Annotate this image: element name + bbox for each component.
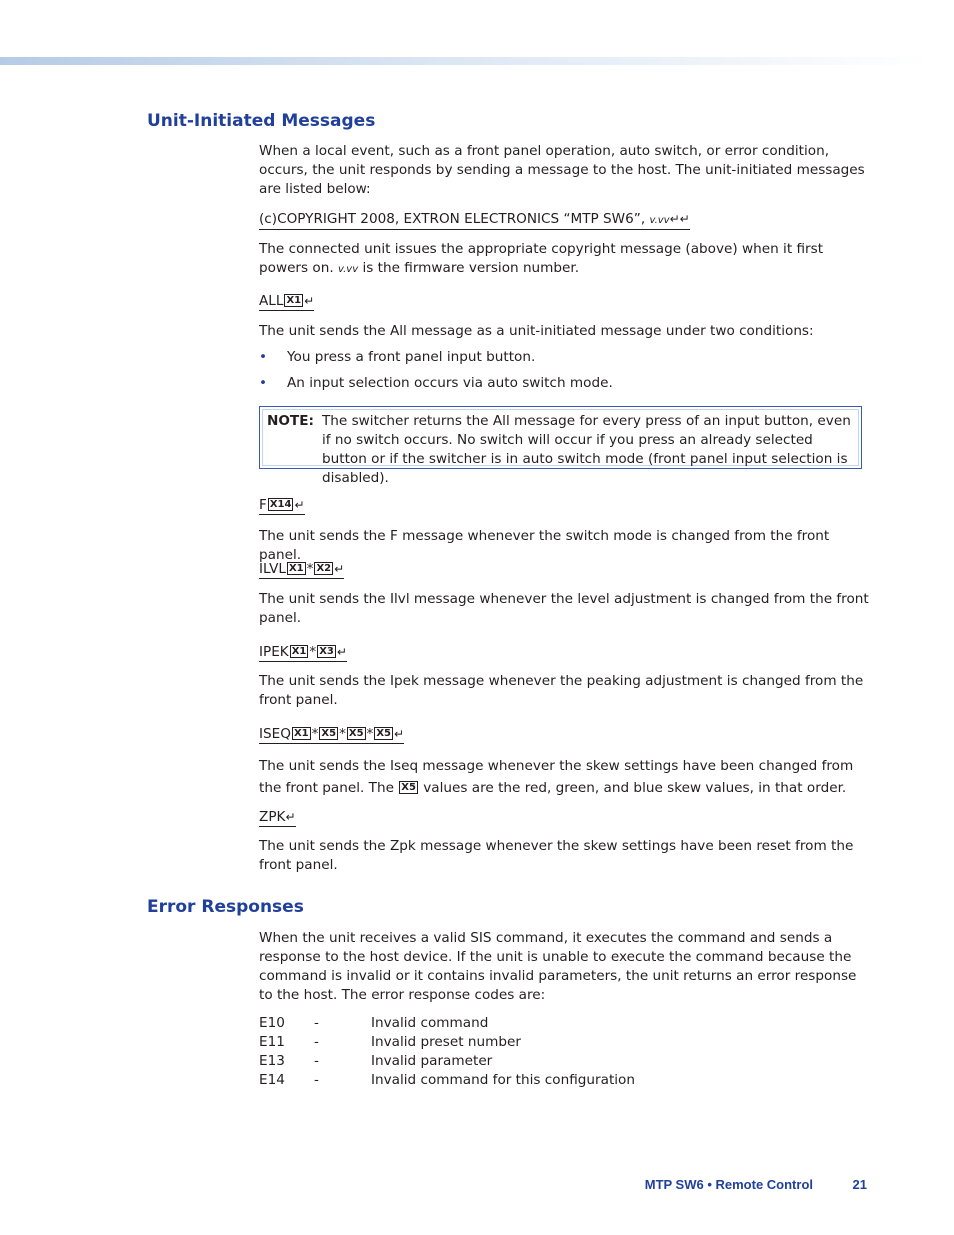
separator-star: * bbox=[339, 726, 346, 742]
heading-unit-initiated-messages: Unit-Initiated Messages bbox=[147, 111, 376, 131]
page-number: 21 bbox=[852, 1177, 867, 1192]
note-label: NOTE: bbox=[267, 413, 314, 429]
ilvl-description bbox=[259, 590, 869, 628]
zpk-command-text: ZPK bbox=[259, 809, 286, 825]
footer-title: MTP SW6 • Remote Control bbox=[644, 1177, 813, 1192]
intro-text: When a local event, such as a front panel operation, auto switch, or error condition, occurs, the unit responds by sending a message to the host. The unit-initiated messages are listed below: bbox=[259, 143, 865, 197]
copyright-command-line bbox=[259, 211, 690, 230]
zpk-description bbox=[259, 837, 869, 875]
error-intro bbox=[259, 929, 869, 1005]
return-icon: ↵ bbox=[294, 498, 305, 512]
variable-box-x2: X2 bbox=[316, 563, 332, 574]
table-row: E13 - Invalid parameter bbox=[259, 1053, 493, 1069]
return-icon: ↵ bbox=[304, 294, 315, 308]
all-bullets bbox=[259, 348, 869, 393]
table-row: E10 - Invalid command bbox=[259, 1015, 489, 1031]
variable-box-x1: X1 bbox=[291, 646, 307, 657]
all-description bbox=[259, 322, 869, 341]
error-intro-text: When the unit receives a valid SIS command, it executes the command and sends a response to the host device. If the unit is unable to execute the command because the command is invalid or it contains invalid parameters, the unit returns an error response to the host. The error response codes are: bbox=[259, 930, 857, 1003]
variable-box-x5: X5 bbox=[348, 728, 364, 739]
ilvl-command-text: ILVL bbox=[259, 561, 286, 577]
iseq-description bbox=[259, 755, 869, 799]
list-item: • You press a front panel input button. bbox=[259, 349, 536, 365]
ipek-description bbox=[259, 672, 869, 710]
heading-error-responses: Error Responses bbox=[147, 897, 304, 917]
variable-box-x5: X5 bbox=[376, 728, 392, 739]
separator-star: * bbox=[366, 726, 374, 742]
variable-box-x5: X5 bbox=[321, 728, 337, 739]
ipek-command-text: IPEK bbox=[259, 644, 289, 660]
copyright-description bbox=[259, 240, 869, 279]
ilvl-desc-text: The unit sends the Ilvl message whenever the level adjustment is changed from the front panel. bbox=[259, 591, 869, 626]
version-variable: v.vv bbox=[649, 215, 670, 226]
copyright-desc-text-end: is the firmware version number. bbox=[358, 260, 580, 276]
variable-box-x5: X5 bbox=[401, 782, 416, 793]
note-box bbox=[259, 406, 862, 486]
zpk-command bbox=[259, 808, 869, 827]
iseq-desc-text: The unit sends the Iseq message whenever the skew settings have been changed from the front panel. The bbox=[259, 758, 854, 796]
bullet-list bbox=[259, 348, 869, 393]
copyright-command bbox=[259, 210, 869, 230]
copyright-command-text: (c)COPYRIGHT 2008, EXTRON ELECTRONICS “MTP SW6”, bbox=[259, 211, 650, 227]
separator-star: * bbox=[306, 561, 314, 577]
table-row: E11 - Invalid preset number bbox=[259, 1034, 521, 1050]
f-command-text: F bbox=[259, 497, 267, 513]
version-variable: v.vv bbox=[338, 264, 359, 275]
return-icon: ↵ bbox=[394, 727, 405, 741]
variable-box-x1: X1 bbox=[288, 563, 304, 574]
page-footer bbox=[560, 1175, 869, 1193]
iseq-command-text: ISEQ bbox=[259, 726, 291, 742]
zpk-desc-text: The unit sends the Zpk message whenever the skew settings have been reset from the front panel. bbox=[259, 838, 854, 873]
separator-star: * bbox=[311, 726, 319, 742]
ipek-command bbox=[259, 643, 869, 662]
ilvl-command bbox=[259, 560, 869, 579]
return-icon: ↵ bbox=[334, 562, 345, 576]
variable-box-x1: X1 bbox=[286, 295, 302, 306]
bullet-icon: • bbox=[259, 375, 268, 391]
return-icon: ↵ bbox=[679, 212, 690, 226]
variable-box-x14: X14 bbox=[269, 499, 292, 510]
all-desc-text: The unit sends the All message as a unit-initiated message under two conditions: bbox=[259, 323, 814, 339]
return-icon: ↵ bbox=[285, 810, 296, 824]
header-gradient-bar bbox=[0, 57, 930, 65]
iseq-desc-text-end: values are the red, green, and blue skew values, in that order. bbox=[418, 780, 847, 796]
note-text: The switcher returns the All message for every press of an input button, even if no switch occurs. No switch will occur if you press an already selected button or if the switcher is in auto switch mode (front panel input selection is disabled). bbox=[322, 413, 851, 486]
ipek-desc-text: The unit sends the Ipek message whenever the peaking adjustment is changed from the front panel. bbox=[259, 673, 864, 708]
all-command bbox=[259, 292, 869, 311]
f-command bbox=[259, 496, 869, 515]
intro-paragraph bbox=[259, 142, 869, 199]
return-icon: ↵ bbox=[336, 645, 347, 659]
table-row: E14 - Invalid command for this configuration bbox=[259, 1072, 635, 1088]
list-item: • An input selection occurs via auto switch mode. bbox=[259, 375, 613, 391]
return-icon: ↵ bbox=[669, 212, 680, 226]
variable-box-x1: X1 bbox=[293, 728, 309, 739]
all-command-text: ALL bbox=[259, 293, 284, 309]
copyright-desc-text: The connected unit issues the appropriate copyright message (above) when it first powers on. bbox=[259, 241, 824, 276]
f-desc-text: The unit sends the F message whenever the switch mode is changed from the front panel. bbox=[259, 528, 830, 563]
bullet-icon: • bbox=[259, 349, 268, 365]
iseq-command bbox=[259, 725, 869, 744]
error-codes-table bbox=[259, 1014, 759, 1090]
variable-box-x3: X3 bbox=[319, 646, 334, 657]
separator-star: * bbox=[309, 644, 317, 660]
